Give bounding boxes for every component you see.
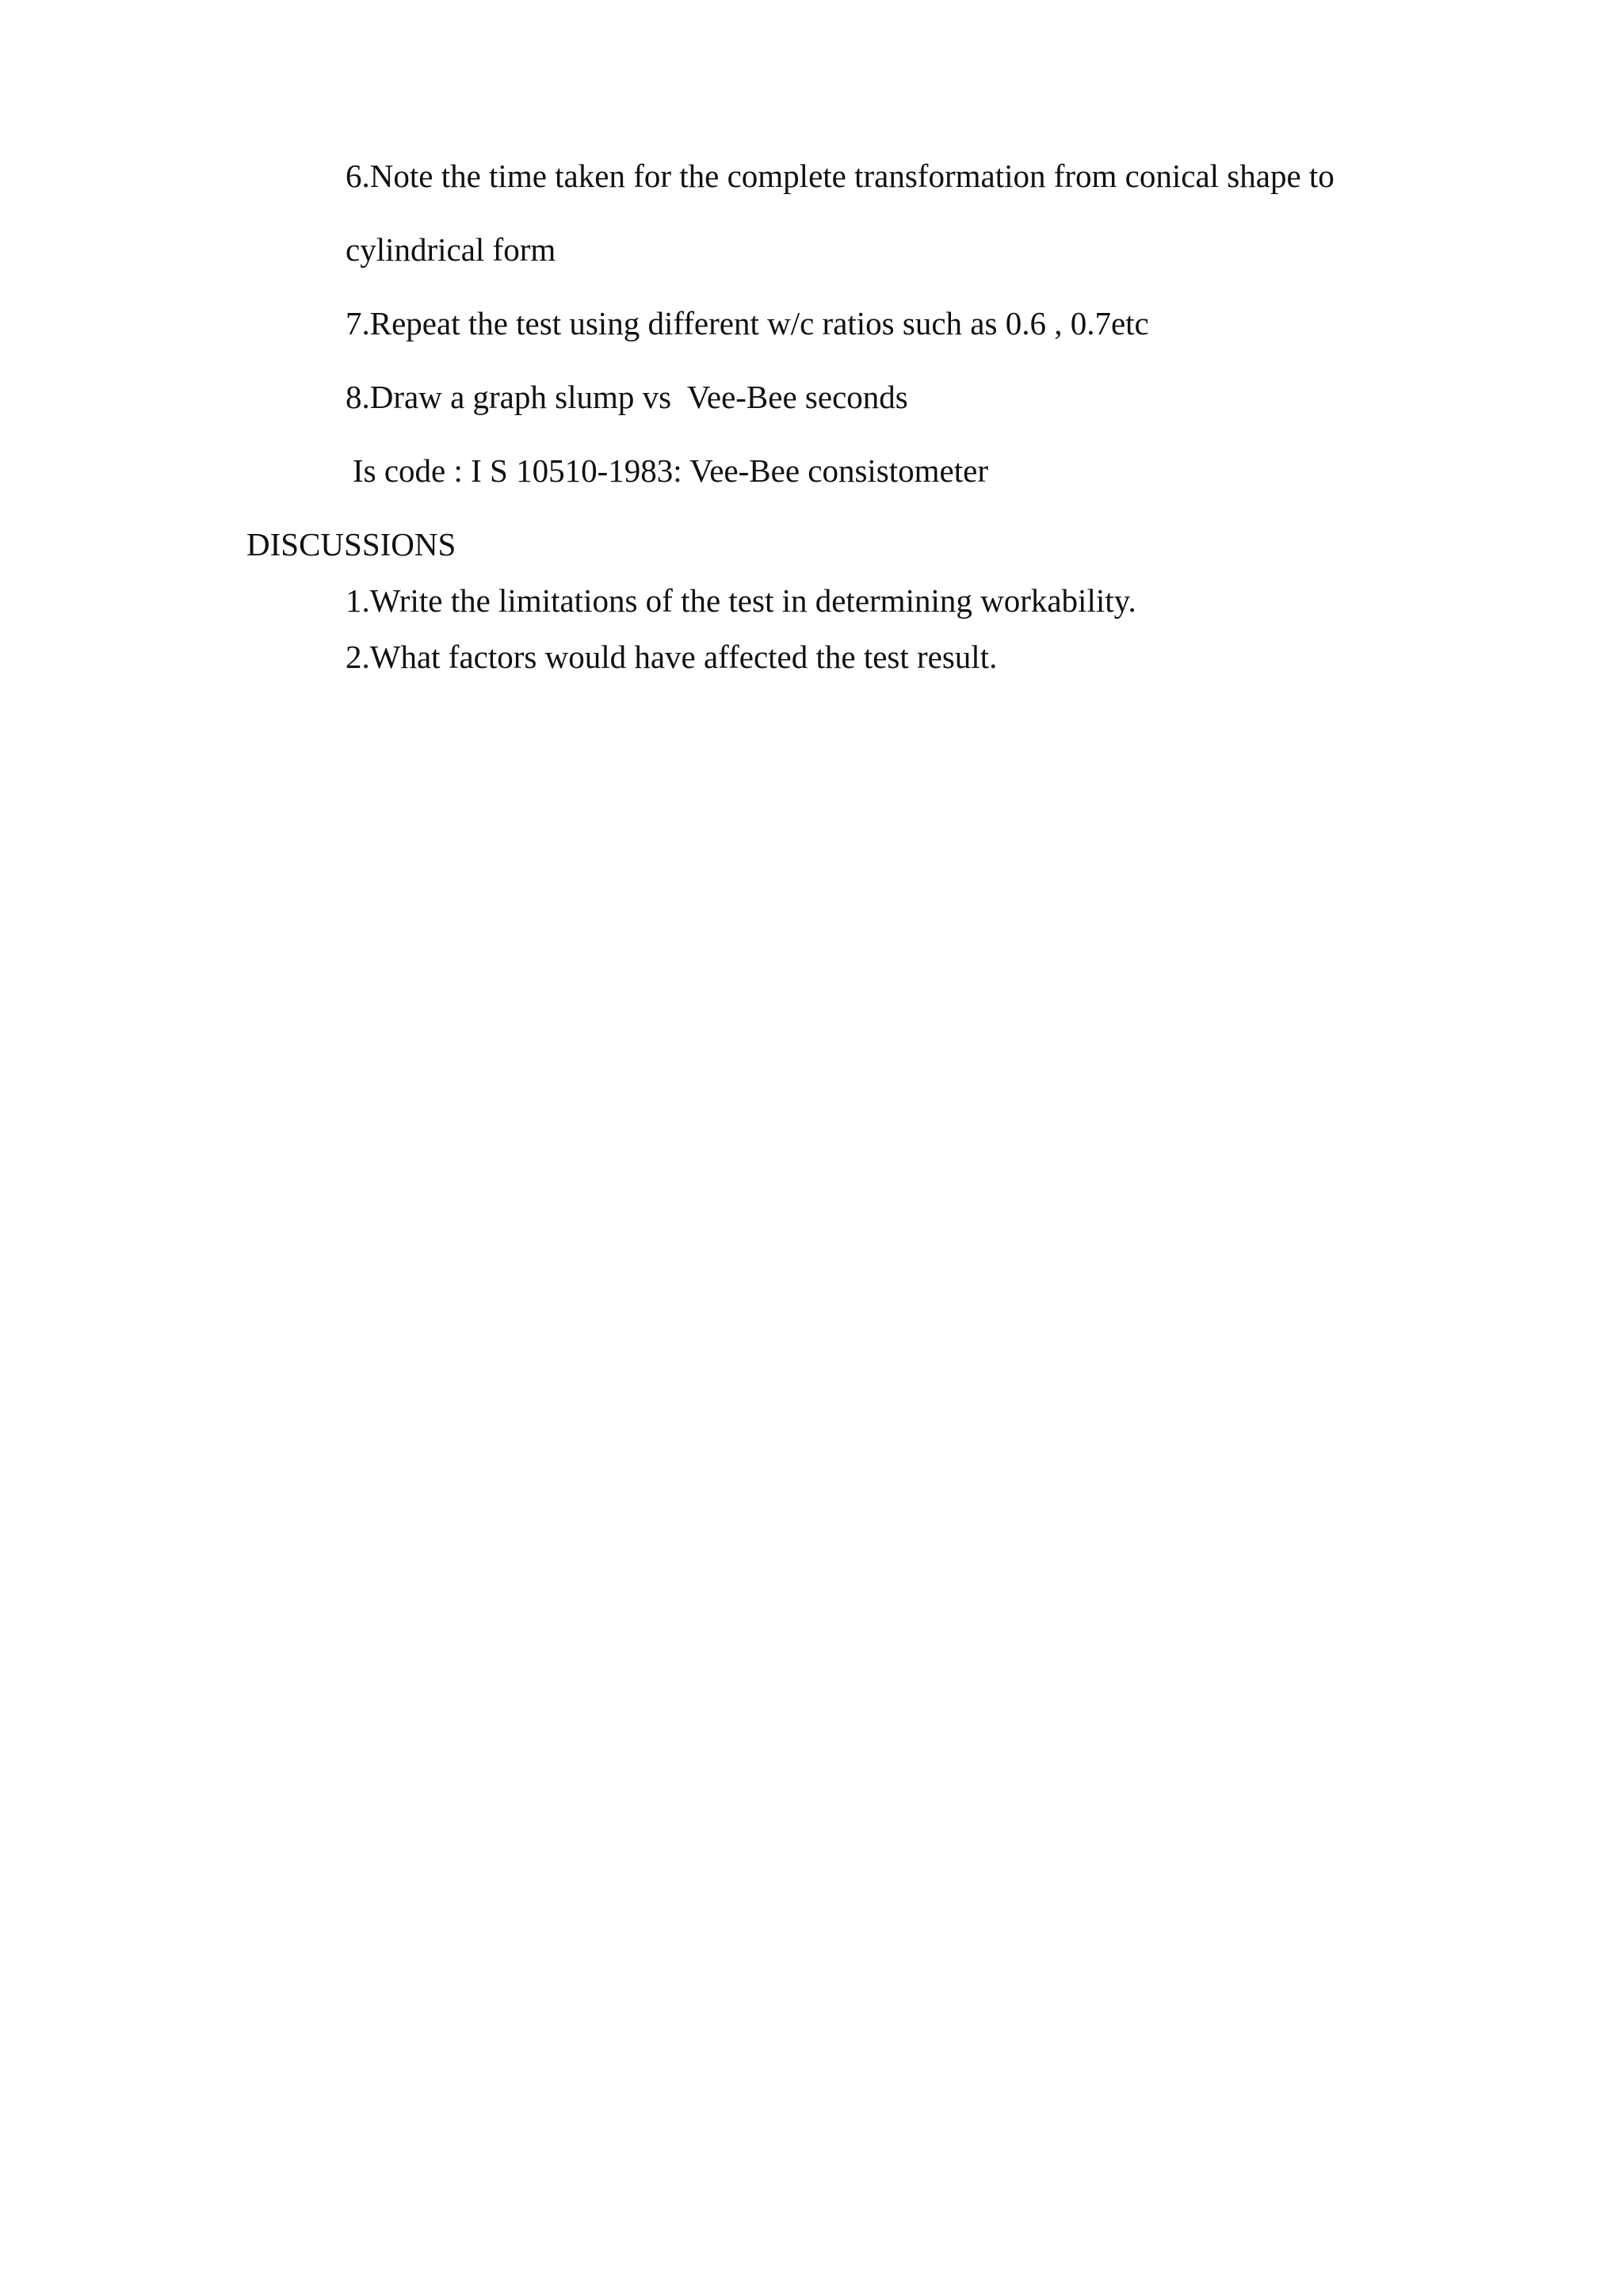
procedure-step-6-line-1: 6.Note the time taken for the complete transformation from conical shape to	[346, 158, 1335, 194]
discussions-heading: DISCUSSIONS	[246, 526, 456, 563]
is-code-reference: Is code : I S 10510-1983: Vee-Bee consistometer	[353, 452, 988, 489]
procedure-step-6-line-2: cylindrical form	[346, 231, 556, 268]
procedure-step-7: 7.Repeat the test using different w/c ratios such as 0.6 , 0.7etc	[346, 305, 1149, 341]
procedure-step-8: 8.Draw a graph slump vs Vee-Bee seconds	[346, 379, 908, 415]
discussion-item-2: 2.What factors would have affected the test result.	[346, 639, 998, 675]
discussion-item-1: 1.Write the limitations of the test in determining workability.	[346, 582, 1136, 619]
